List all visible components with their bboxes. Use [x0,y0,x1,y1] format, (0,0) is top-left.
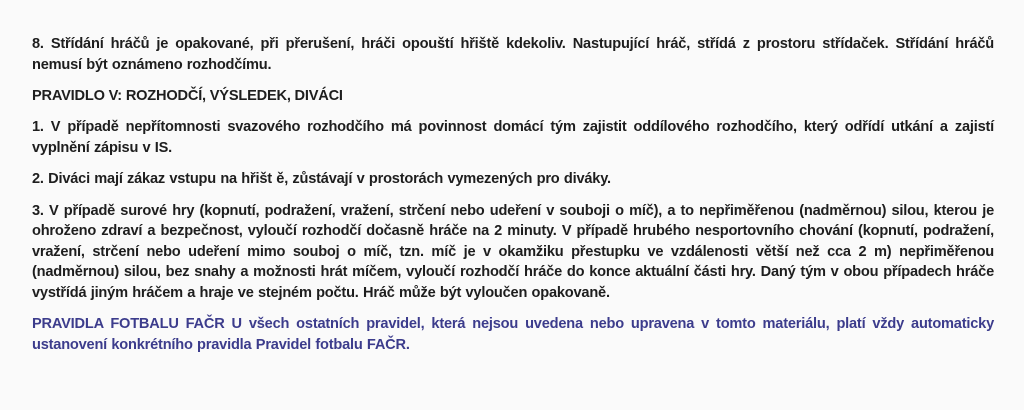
rule-v-heading: PRAVIDLO V: ROZHODČÍ, VÝSLEDEK, DIVÁCI [32,88,343,104]
rule-v-item-3: 3. V případě surové hry (kopnutí, podražení, vražení, strčení nebo udeření v souboji o míč), a to nepřiměřenou (nadměrnou) silou, kterou je ohroženo zdraví a bezpečnost, vyloučí rozhodčí dočasně hráče na 2 minuty. V případě hrubého nesportovního chování (kopnutí, podražení, vražení, strčení nebo udeření mimo souboj o míč, tzn. míč je v okamžiku přestupku ve vzdálenosti větší než cca 2 m) nepřiměřenou (nadměrnou) silou, bez snahy a možnosti hrát míčem, vyloučí rozhodčí hráče do konce aktuální části hry. Daný tým v obou případech hráče vystřídá jiným hráčem a hraje ve stejném počtu. Hráč může být vyloučen opakovaně. [32,202,994,301]
rule-8-paragraph: 8. Střídání hráčů je opakované, při přerušení, hráči opouští hřiště kdekoliv. Nastupující hráč, střídá z prostoru střídaček. Střídání hráčů nemusí být oznámeno rozhodčímu. [32,36,994,73]
rule-v-item-1: 1. V případě nepřítomnosti svazového rozhodčího má povinnost domácí tým zajistit oddílového rozhodčího, který odřídí utkání a zajistí vyplnění zápisu v IS. [32,119,994,156]
facr-rules-note: PRAVIDLA FOTBALU FAČR U všech ostatních pravidel, která nejsou uvedena nebo upravena v tomto materiálu, platí vždy automaticky ustanovení konkrétního pravidla Pravidel fotbalu FAČR. [32,316,994,353]
rule-v-item-2: 2. Diváci mají zákaz vstupu na hřišt ě, zůstávají v prostorách vymezených pro diváky. [32,171,611,187]
